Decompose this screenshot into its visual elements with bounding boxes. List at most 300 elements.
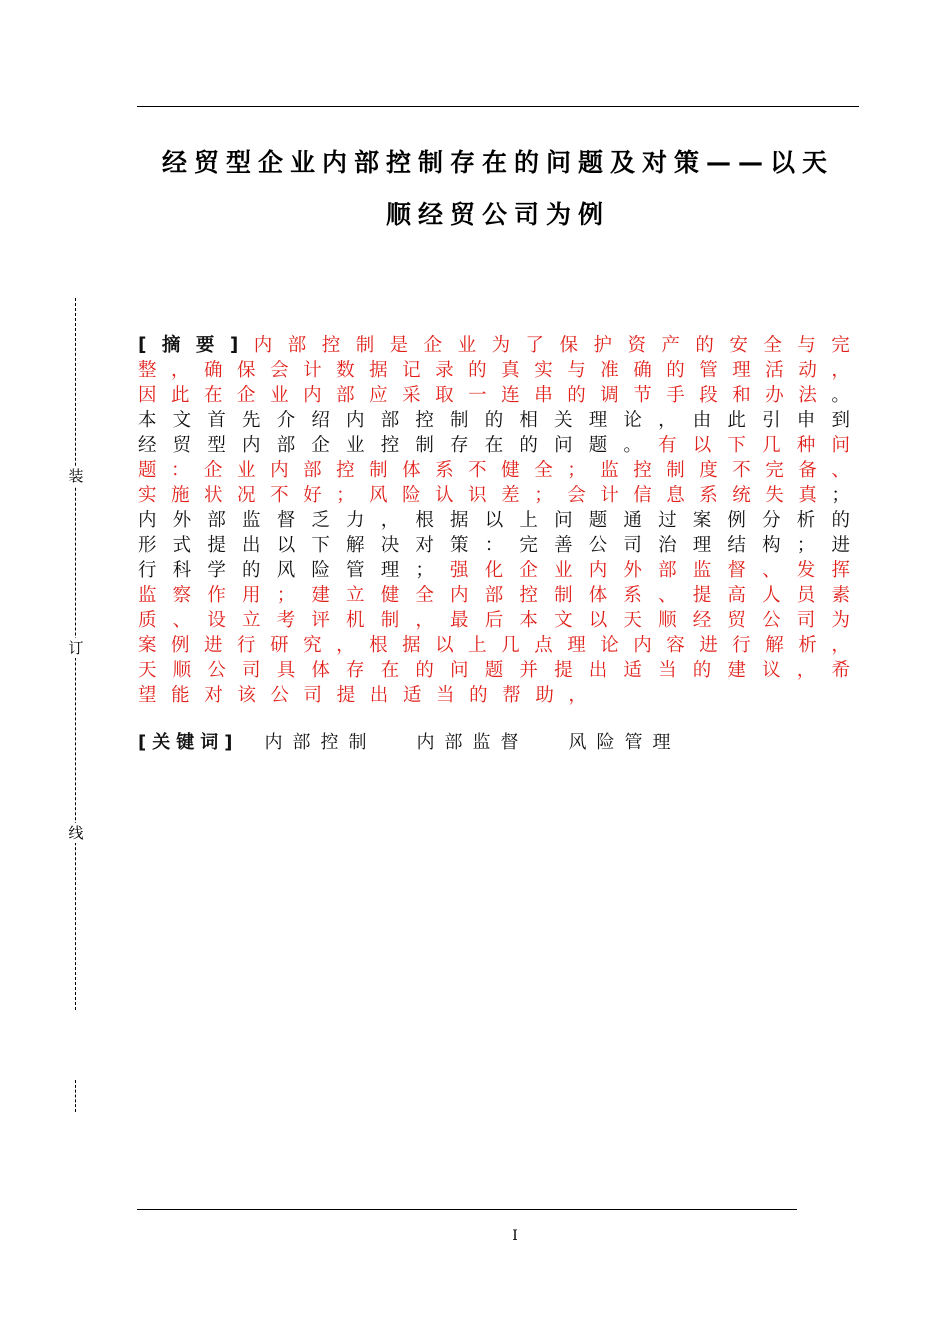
abstract-line — [138, 333, 850, 358]
abstract-char: 本 — [138, 410, 157, 431]
abstract-char: 题 — [588, 510, 608, 531]
abstract-char: 首 — [207, 410, 226, 431]
abstract-char: 的 — [242, 560, 261, 581]
abstract-char: 识 — [468, 485, 487, 506]
abstract-char: 业 — [346, 435, 365, 456]
abstract-char: 天 — [138, 660, 157, 681]
abstract-char: 内 — [303, 385, 322, 406]
abstract-char: 风 — [276, 560, 296, 581]
abstract-char: 研 — [270, 635, 289, 656]
abstract-char: 企 — [519, 560, 538, 581]
abstract-char: 设 — [207, 610, 226, 631]
abstract-char: 强 — [450, 560, 469, 581]
abstract-char: 天 — [623, 610, 642, 631]
abstract-line — [138, 683, 850, 708]
abstract-char: 业 — [554, 560, 573, 581]
abstract-char: 员 — [796, 585, 816, 606]
document-title-line-2: 顺经贸公司为例 — [385, 200, 610, 229]
abstract-char: ， — [796, 660, 816, 681]
abstract-char: 素 — [831, 585, 850, 606]
abstract-char: 挥 — [831, 560, 850, 581]
abstract-char: 据 — [402, 635, 421, 656]
abstract-char: 机 — [346, 610, 365, 631]
abstract-char: 体 — [311, 660, 330, 681]
abstract-char: 公 — [270, 685, 289, 706]
abstract-char: 真 — [798, 485, 817, 506]
abstract-char: 析 — [798, 635, 817, 656]
abstract-char: 结 — [727, 535, 746, 556]
abstract-char: 当 — [435, 685, 455, 706]
abstract-char: 内 — [242, 435, 261, 456]
abstract-char: 的 — [484, 410, 504, 431]
abstract-char: 内 — [346, 410, 365, 431]
abstract-char: 健 — [501, 460, 520, 481]
abstract-char: 理 — [567, 635, 586, 656]
abstract-char: 题 — [588, 435, 608, 456]
abstract-char: 系 — [435, 460, 454, 481]
abstract-char: 贸 — [172, 435, 192, 456]
abstract-char: 督 — [276, 510, 296, 531]
abstract-char: 出 — [242, 535, 261, 556]
abstract-char: 内 — [270, 460, 289, 481]
abstract-char: ： — [484, 535, 504, 556]
abstract-char: 存 — [346, 660, 365, 681]
abstract-char: 的 — [567, 385, 586, 406]
abstract-char: 上 — [468, 635, 487, 656]
abstract-char: 治 — [658, 535, 677, 556]
abstract-char: 的 — [695, 335, 714, 356]
abstract-char: 后 — [484, 610, 504, 631]
abstract-char: 对 — [415, 535, 434, 556]
abstract-char: 监 — [692, 560, 712, 581]
abstract-char: 下 — [727, 435, 746, 456]
abstract-char: 助 — [535, 685, 554, 706]
abstract-char: 在 — [484, 435, 504, 456]
abstract-char: 计 — [600, 485, 619, 506]
abstract-char: 制 — [369, 460, 388, 481]
binding-dash-lower — [75, 1080, 76, 1112]
abstract-char: 的 — [831, 510, 850, 531]
abstract-char: 对 — [204, 685, 223, 706]
abstract-char: 完 — [831, 335, 850, 356]
abstract-char: 况 — [237, 485, 256, 506]
abstract-char: 制 — [666, 460, 685, 481]
abstract-char: 控 — [519, 585, 538, 606]
abstract-char: 制 — [415, 435, 434, 456]
abstract-char: 问 — [831, 435, 850, 456]
abstract-char: ； — [415, 560, 434, 581]
binding-label-zhuang: 装 — [66, 466, 86, 486]
abstract-char: 司 — [242, 660, 261, 681]
abstract-char: 提 — [692, 585, 712, 606]
abstract-char: 部 — [380, 410, 400, 431]
abstract-char: 学 — [207, 560, 226, 581]
abstract-char: 据 — [369, 360, 388, 381]
abstract-char: 差 — [501, 485, 520, 506]
abstract-char: 望 — [138, 685, 157, 706]
abstract-char: 系 — [623, 585, 642, 606]
abstract-char: ， — [336, 635, 355, 656]
abstract-char: 会 — [270, 360, 289, 381]
abstract-char: 内 — [588, 560, 608, 581]
abstract-char: 控 — [321, 335, 341, 356]
abstract-char: 此 — [727, 410, 746, 431]
header-rule — [137, 106, 859, 107]
abstract-char: 发 — [796, 560, 816, 581]
abstract-char: 顺 — [172, 660, 192, 681]
abstract-char: 过 — [658, 510, 677, 531]
abstract-char: ； — [831, 485, 850, 506]
abstract-char: 题 — [138, 460, 157, 481]
abstract-char: 提 — [336, 685, 356, 706]
abstract-char: 公 — [207, 660, 226, 681]
abstract-char: 录 — [435, 360, 454, 381]
abstract-char: 串 — [534, 385, 553, 406]
abstract-char: 不 — [732, 460, 751, 481]
abstract-char: 介 — [276, 410, 296, 431]
abstract-char: 立 — [242, 610, 261, 631]
abstract-char: 进 — [204, 635, 223, 656]
abstract-char: 企 — [204, 460, 223, 481]
abstract-char: 保 — [559, 335, 579, 356]
abstract-char: 真 — [501, 360, 520, 381]
abstract-char: 理 — [588, 410, 608, 431]
abstract-char: 绍 — [311, 410, 330, 431]
abstract-char: 以 — [588, 610, 608, 631]
abstract-char: 、 — [172, 610, 192, 631]
abstract-char: 相 — [519, 410, 538, 431]
abstract-char: 解 — [765, 635, 784, 656]
abstract-line — [138, 483, 850, 508]
abstract-char: 险 — [311, 560, 330, 581]
abstract-char: ， — [568, 685, 587, 706]
abstract-char: 善 — [554, 535, 573, 556]
binding-label-xian: 线 — [66, 823, 86, 843]
abstract-char: 高 — [727, 585, 746, 606]
abstract-char: 监 — [138, 585, 157, 606]
abstract-char: 段 — [699, 385, 718, 406]
abstract-char: 本 — [519, 610, 538, 631]
abstract-char: 顺 — [658, 610, 677, 631]
abstract-char: 立 — [346, 585, 365, 606]
abstract-char: 行 — [237, 635, 256, 656]
abstract-char: 状 — [204, 485, 223, 506]
abstract-char: 上 — [519, 510, 538, 531]
abstract-char: 用 — [242, 585, 261, 606]
abstract-char: 险 — [402, 485, 421, 506]
abstract-char: 失 — [765, 485, 784, 506]
abstract-char: 行 — [138, 560, 157, 581]
abstract-char: 式 — [172, 535, 192, 556]
abstract-char: 进 — [831, 535, 850, 556]
abstract-char: 此 — [171, 385, 190, 406]
abstract-char: 建 — [311, 585, 330, 606]
abstract-char: 全 — [763, 335, 782, 356]
abstract-char: 体 — [402, 460, 421, 481]
abstract-char: 。 — [831, 385, 850, 406]
abstract-char: 先 — [242, 410, 261, 431]
abstract-char: 质 — [138, 610, 157, 631]
abstract-char: 制 — [554, 585, 573, 606]
abstract-char: ， — [658, 410, 677, 431]
abstract-char: 适 — [623, 660, 642, 681]
abstract-char: 据 — [450, 510, 469, 531]
abstract-char: 产 — [661, 335, 680, 356]
abstract-char: 。 — [623, 435, 642, 456]
abstract-char: 具 — [276, 660, 296, 681]
abstract-char: 制 — [450, 410, 469, 431]
abstract-char: 的 — [519, 435, 538, 456]
abstract-char: 提 — [207, 535, 226, 556]
abstract-char: 资 — [627, 335, 646, 356]
abstract-line — [138, 433, 850, 458]
abstract-char: 施 — [171, 485, 190, 506]
abstract-char: 制 — [355, 335, 375, 356]
abstract-char: 确 — [633, 360, 652, 381]
abstract-char: 取 — [435, 385, 454, 406]
abstract-char: 确 — [204, 360, 223, 381]
abstract-char: 种 — [796, 435, 816, 456]
abstract-char: 备 — [798, 460, 817, 481]
abstract-char: 手 — [666, 385, 685, 406]
abstract-char: 的 — [468, 360, 487, 381]
abstract-char: 动 — [798, 360, 817, 381]
abstract-char: 贸 — [727, 610, 746, 631]
abstract-char: 部 — [303, 460, 322, 481]
abstract-char: 几 — [762, 435, 781, 456]
abstract-char: 风 — [369, 485, 388, 506]
abstract-char: 不 — [270, 485, 289, 506]
abstract-char: 摘 — [161, 335, 181, 356]
abstract-char: 实 — [534, 360, 553, 381]
abstract-char: 连 — [501, 385, 520, 406]
abstract-char: 安 — [729, 335, 748, 356]
abstract-char: 人 — [762, 585, 781, 606]
abstract-char: 议 — [762, 660, 781, 681]
abstract-char: 控 — [380, 435, 400, 456]
abstract-char: ； — [796, 535, 816, 556]
abstract-char: 业 — [237, 460, 256, 481]
abstract-char: 以 — [692, 435, 712, 456]
abstract-char: 度 — [699, 460, 718, 481]
abstract-char: 会 — [567, 485, 586, 506]
abstract-char: 好 — [303, 485, 322, 506]
abstract-char: 通 — [623, 510, 642, 531]
abstract-char: ] — [229, 335, 239, 356]
abstract-char: ， — [380, 510, 400, 531]
binding-label-ding: 订 — [66, 638, 86, 658]
abstract-char: 全 — [415, 585, 434, 606]
abstract-char: 为 — [491, 335, 511, 356]
abstract-char: 保 — [237, 360, 256, 381]
abstract-char: 司 — [623, 535, 642, 556]
abstract-line — [138, 558, 850, 583]
abstract-char: ， — [831, 635, 850, 656]
abstract-char: 业 — [457, 335, 477, 356]
abstract-char: 决 — [380, 535, 400, 556]
abstract-char: 经 — [138, 435, 157, 456]
abstract-char: 该 — [237, 685, 256, 706]
abstract-char: 内 — [633, 635, 652, 656]
page-number: I — [512, 1228, 518, 1244]
abstract-char: 论 — [623, 410, 642, 431]
abstract-char: 采 — [402, 385, 421, 406]
abstract-char: 希 — [831, 660, 850, 681]
abstract-char: 引 — [762, 410, 781, 431]
abstract-char: 是 — [389, 335, 409, 356]
abstract-char: 企 — [423, 335, 443, 356]
abstract-char: 以 — [276, 535, 296, 556]
abstract-char: 文 — [554, 610, 573, 631]
abstract-char: ， — [171, 360, 190, 381]
abstract-char: 力 — [346, 510, 365, 531]
abstract-char: 帮 — [502, 685, 521, 706]
abstract-char: 了 — [525, 335, 545, 356]
abstract-char: 文 — [172, 410, 192, 431]
abstract-char: 内 — [138, 510, 157, 531]
abstract-char: 部 — [658, 560, 677, 581]
abstract-char: 存 — [450, 435, 469, 456]
abstract-char: 能 — [171, 685, 190, 706]
keyword-1: 内部控制 — [264, 732, 377, 753]
abstract-char: 记 — [402, 360, 421, 381]
abstract-char: 论 — [600, 635, 619, 656]
abstract-char: 息 — [666, 485, 685, 506]
abstract-char: 控 — [415, 410, 434, 431]
abstract-char: 统 — [732, 485, 751, 506]
abstract-char: 点 — [534, 635, 553, 656]
abstract-char: 型 — [207, 435, 226, 456]
abstract-char: 并 — [519, 660, 538, 681]
abstract-char: 有 — [658, 435, 677, 456]
abstract-char: ； — [276, 585, 296, 606]
footer-rule — [137, 1209, 797, 1210]
abstract-char: 体 — [588, 585, 608, 606]
abstract-char: 部 — [484, 585, 504, 606]
abstract-char: 企 — [237, 385, 256, 406]
abstract-char: 例 — [171, 635, 190, 656]
abstract-char: 办 — [765, 385, 784, 406]
abstract-char: 理 — [692, 535, 712, 556]
abstract-char: 理 — [732, 360, 751, 381]
abstract-char: 要 — [195, 335, 215, 356]
abstract-char: 节 — [633, 385, 652, 406]
abstract-char: 外 — [623, 560, 642, 581]
abstract-char: 科 — [172, 560, 192, 581]
abstract-line — [138, 583, 850, 608]
abstract-char: 系 — [699, 485, 718, 506]
abstract-char: 管 — [699, 360, 718, 381]
abstract-char: 在 — [204, 385, 223, 406]
abstract-char: 的 — [415, 660, 434, 681]
abstract-char: ， — [831, 360, 850, 381]
abstract-char: 问 — [554, 435, 573, 456]
abstract-char: 策 — [450, 535, 469, 556]
abstract-char: 控 — [633, 460, 652, 481]
abstract-char: 在 — [380, 660, 400, 681]
abstract-char: ； — [567, 460, 586, 481]
abstract-char: 根 — [415, 510, 434, 531]
abstract-char: 作 — [207, 585, 226, 606]
abstract-char: 构 — [762, 535, 781, 556]
abstract-char: 适 — [402, 685, 422, 706]
abstract-char: 活 — [765, 360, 784, 381]
abstract-char: 由 — [692, 410, 712, 431]
keywords-section — [138, 730, 680, 756]
abstract-char: 当 — [658, 660, 677, 681]
abstract-char: 出 — [369, 685, 389, 706]
abstract-char: ； — [534, 485, 553, 506]
abstract-char: 最 — [450, 610, 469, 631]
abstract-char: 题 — [484, 660, 504, 681]
abstract-char: 形 — [138, 535, 157, 556]
abstract-char: 容 — [666, 635, 685, 656]
abstract-char: 督 — [727, 560, 746, 581]
abstract-char: 的 — [692, 660, 712, 681]
abstract-char: 监 — [600, 460, 619, 481]
abstract-char: 乏 — [311, 510, 330, 531]
abstract-char: 部 — [207, 510, 226, 531]
abstract-char: 为 — [831, 610, 850, 631]
abstract-char: 化 — [484, 560, 504, 581]
abstract-char: 下 — [311, 535, 330, 556]
abstract-char: 不 — [468, 460, 487, 481]
abstract-char: 析 — [796, 510, 816, 531]
abstract-char: 因 — [138, 385, 157, 406]
abstract-char: 申 — [796, 410, 816, 431]
abstract-char: 控 — [336, 460, 355, 481]
abstract-char: 公 — [762, 610, 781, 631]
abstract-char: 司 — [796, 610, 816, 631]
keyword-2: 内部监督 — [416, 732, 529, 753]
abstract-char: 监 — [242, 510, 261, 531]
abstract-char: 与 — [797, 335, 816, 356]
abstract-char: 、 — [658, 585, 677, 606]
abstract-char: 部 — [287, 335, 307, 356]
abstract-line — [138, 458, 850, 483]
abstract-char: 业 — [270, 385, 289, 406]
abstract-char: 关 — [554, 410, 573, 431]
abstract-char: 解 — [346, 535, 365, 556]
abstract-line — [138, 633, 850, 658]
abstract-char: 企 — [311, 435, 330, 456]
abstract-char: 以 — [435, 635, 454, 656]
abstract-char: 经 — [692, 610, 712, 631]
abstract-char: 整 — [138, 360, 157, 381]
abstract-char: 内 — [450, 585, 469, 606]
abstract-char: 到 — [831, 410, 850, 431]
abstract-char: 根 — [369, 635, 388, 656]
abstract-char: 分 — [762, 510, 781, 531]
abstract-char: 应 — [369, 385, 388, 406]
abstract-char: 例 — [727, 510, 746, 531]
abstract-char: 问 — [450, 660, 469, 681]
abstract-char: 与 — [567, 360, 586, 381]
abstract-char: 几 — [501, 635, 520, 656]
abstract-char: 部 — [276, 435, 296, 456]
abstract-char: 提 — [554, 660, 573, 681]
abstract-char: 完 — [519, 535, 538, 556]
abstract-char: 的 — [666, 360, 685, 381]
abstract-char: 一 — [468, 385, 487, 406]
abstract-line — [138, 383, 850, 408]
abstract-char: 数 — [336, 360, 355, 381]
abstract-line — [138, 658, 850, 683]
abstract-char: 理 — [380, 560, 400, 581]
abstract-char: ： — [171, 460, 190, 481]
abstract-line — [138, 358, 850, 383]
keyword-3: 风险管理 — [568, 732, 681, 753]
